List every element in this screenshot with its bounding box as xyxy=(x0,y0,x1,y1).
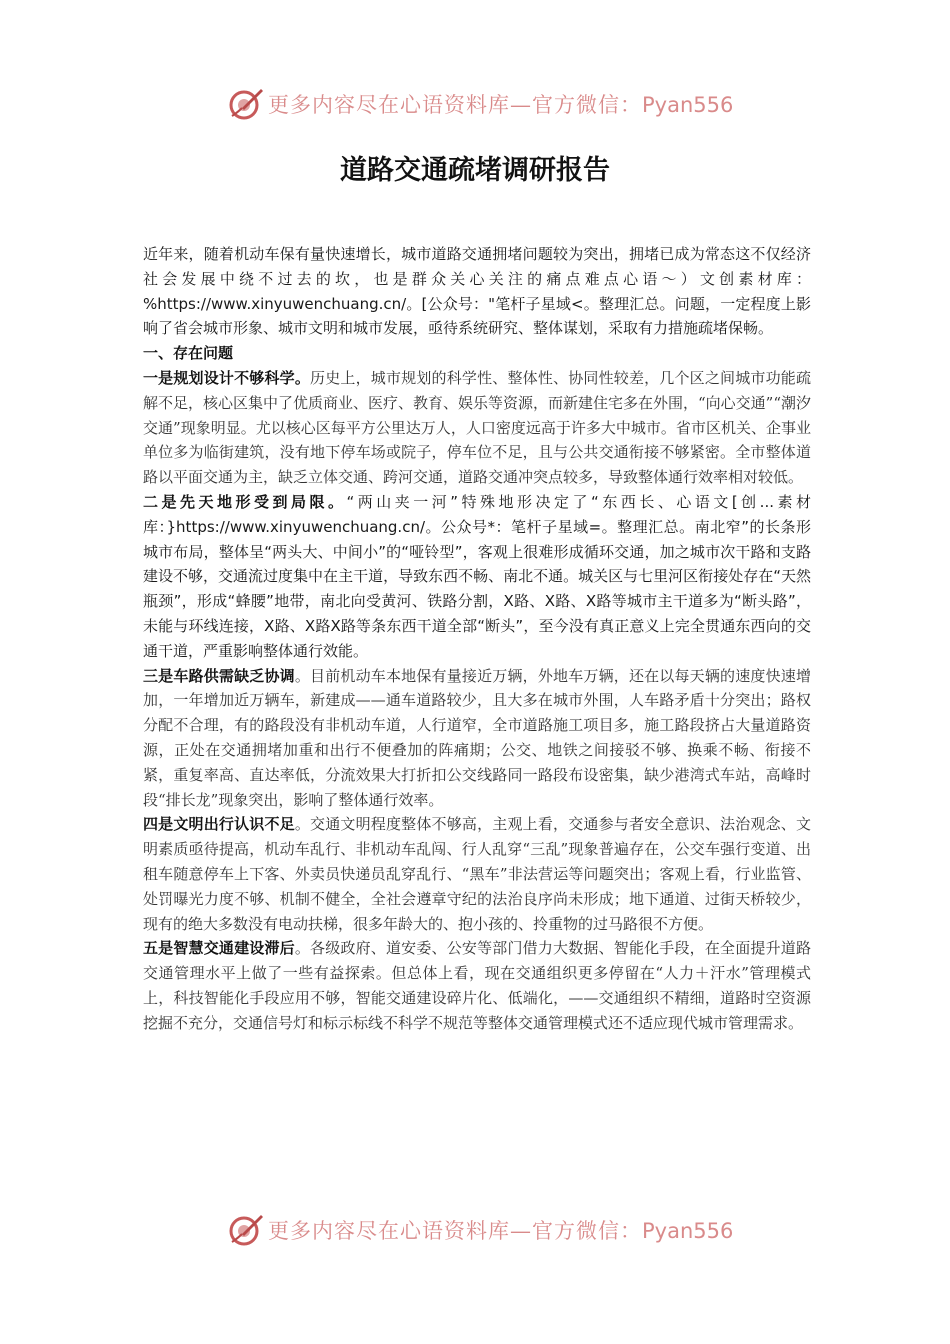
point-paragraph-1 xyxy=(143,366,811,490)
footer-watermark-handle: Pyan556 xyxy=(642,1219,734,1243)
point-text-3: 。目前机动车本地保有量接近万辆，外地车万辆，还在以每天辆的速度快速增加，一年增加近万辆车，新建成——通车道路较少，且大多在城市外围，人车路矛盾十分突出；路权分配不合理，有的路段没有非机动车道，人行道窄，全市道路施工项目多，施工路段挤占大量道路资源，正处在交通拥堵加重和出行不便叠加的阵痛期；公交、地铁之间接驳不够、换乘不畅、衔接不紧，重复率高、直达率低，分流效果大打折扣公交线路同一路段布设密集，缺少港湾式车站，高峰时段“排长龙”现象突出，影响了整体通行效率。 xyxy=(143,666,811,809)
document-body xyxy=(143,242,811,1036)
footer-watermark-banner xyxy=(228,1210,734,1250)
point-paragraph-3 xyxy=(143,664,811,813)
point-text-1: 历史上，城市规划的科学性、整体性、协同性较差，几个区之间城市功能疏解不足，核心区集中了优质商业、医疗、教育、娱乐等资源，而新建住宅多在外围，“向心交通”“潮汐交通”现象明显。尤以核心区每平方公里达万人，人口密度远高于许多大中城市。省市区机关、企事业单位多为临街建筑，没有地下停车场或院子，停车位不足，且与公共交通衔接不够紧密。全市整体道路以平面交通为主，缺乏立体交通、跨河交通，道路交通冲突点较多，导致整体通行效率相对较低。 xyxy=(143,368,812,487)
header-watermark-banner xyxy=(228,84,734,124)
point-paragraph-2 xyxy=(143,490,811,664)
ink-pen-logo-icon xyxy=(228,1212,264,1248)
point-text-4: 。交通文明程度整体不够高，主观上看，交通参与者安全意识、法治观念、文明素质亟待提高，机动车乱行、非机动车乱闯、行人乱穿“三乱”现象普遍存在，公交车强行变道、出租车随意停车上下客、外卖员快递员乱穿乱行、“黑车”非法营运等问题突出；客观上看，行业监管、处罚曝光力度不够、机制不健全，全社会遵章守纪的法治良序尚未形成；地下通道、过街天桥较少，现有的绝大多数没有电动扶梯，很多年龄大的、抱小孩的、拎重物的过马路很不方便。 xyxy=(143,815,811,933)
point-text-5: 。各级政府、道安委、公安等部门借力大数据、智能化手段，在全面提升道路交通管理水平上做了一些有益探索。但总体上看，现在交通组织更多停留在“人力＋汗水”管理模式上，科技智能化手段应用不够，智能交通建设碎片化、低端化，——交通组织不精细，道路时空资源挖掘不充分，交通信号灯和标示标线不科学不规范等整体交通管理模式还不适应现代城市管理需求。 xyxy=(143,939,811,1032)
section-heading: 一、存在问题 xyxy=(143,344,234,363)
header-watermark-text: 更多内容尽在心语资料库—官方微信：Pyan556 xyxy=(268,93,734,117)
footer-watermark-text: 更多内容尽在心语资料库—官方微信：Pyan556 xyxy=(268,1219,734,1243)
header-watermark-handle: Pyan556 xyxy=(642,93,734,117)
point-lead-3: 三是车路供需缺乏协调 xyxy=(143,666,295,685)
ink-pen-logo-icon xyxy=(228,86,264,122)
document-title: 道路交通疏堵调研报告 xyxy=(340,155,610,186)
point-paragraph-4 xyxy=(143,812,811,936)
point-lead-4: 四是文明出行认识不足 xyxy=(143,815,295,834)
point-lead-1: 一是规划设计不够科学。 xyxy=(143,368,311,387)
point-text-2: “两山夹一河”特殊地形决定了“东西长、心语文[创...素材库：}https://www.xinyuwenchuang.cn/。公众号*：笔杆子星域=。整理汇总。南北窄”的长条形城市布局，整体呈“两头大、中间小”的“哑铃型”，客观上很难形成循环交通，加之城市次干路和支路建设不够，交通流过度集中在主干道，导致东西不畅、南北不通。城关区与七里河区衔接处存在“天然瓶颈”，形成“蜂腰”地带，南北向受黄河、铁路分割，X路、X路、X路等城市主干道多为“断头路”，未能与环线连接，X路、X路X路等条东西干道全部“断头”，至今没有真正意义上完全贯通东西向的交通干道，严重影响整体通行效能。 xyxy=(143,492,811,660)
point-paragraph-5 xyxy=(143,936,811,1035)
point-lead-2: 二是先天地形受到局限。 xyxy=(143,492,347,511)
point-lead-5: 五是智慧交通建设滞后 xyxy=(143,939,295,958)
intro-paragraph: 近年来，随着机动车保有量快速增长，城市道路交通拥堵问题较为突出，拥堵已成为常态这不仅经济社会发展中绕不过去的坎，也是群众关心关注的痛点难点心语～）文创素材库：%https://www.xinyuwenchuang.cn/。[公众号："笔杆子星域<。整理汇总。问题，一定程度上影响了省会城市形象、城市文明和城市发展，亟待系统研究、整体谋划，采取有力措施疏堵保畅。 xyxy=(143,245,811,338)
